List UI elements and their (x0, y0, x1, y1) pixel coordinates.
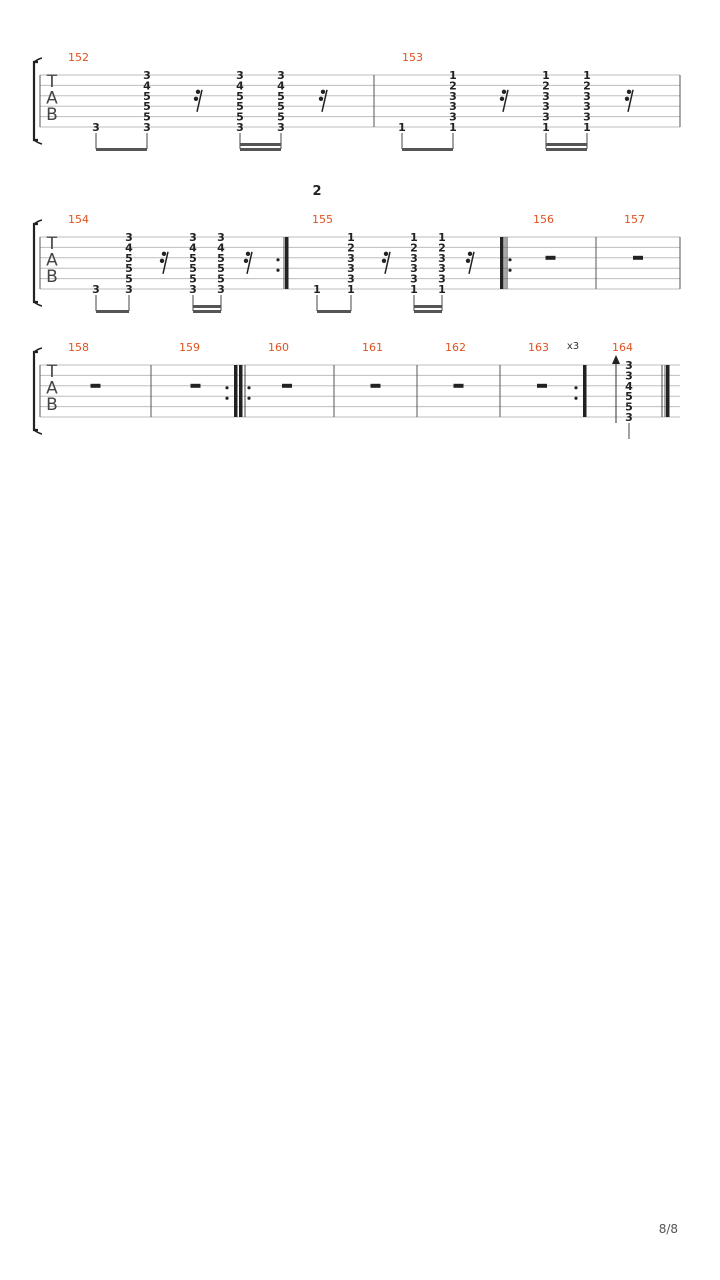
fret-number: 5 (143, 89, 151, 103)
measure-number: 160 (268, 341, 289, 354)
repeat-dot (508, 258, 511, 261)
fret-number: 5 (277, 100, 285, 114)
fret-number: 5 (236, 110, 244, 124)
half-rest (633, 256, 643, 260)
rest-dot (382, 259, 386, 263)
tab-clef-letter: A (46, 378, 58, 399)
fret-number: 1 (347, 231, 355, 244)
fret-number: 5 (236, 89, 244, 103)
fret-number: 3 (347, 251, 355, 265)
rest-dot (625, 97, 629, 101)
fret-number: 3 (410, 251, 418, 265)
system-bracket (34, 62, 38, 140)
repeat-dot (247, 386, 250, 389)
fret-number: 3 (143, 121, 151, 134)
fret-number: 3 (236, 69, 244, 82)
fret-number: 3 (92, 283, 100, 296)
fret-number: 3 (347, 272, 355, 286)
fret-number: 1 (347, 283, 355, 296)
fret-number: 5 (125, 272, 133, 286)
beam (414, 310, 442, 313)
rest-dot (194, 97, 198, 101)
beam (240, 143, 281, 146)
thick-barline (285, 237, 289, 289)
fret-number: 3 (143, 69, 151, 82)
fret-number: 3 (347, 262, 355, 276)
fret-number: 3 (625, 369, 633, 383)
measure-number: 158 (68, 341, 89, 354)
beam (96, 310, 129, 313)
rest-dot (627, 90, 631, 94)
fret-number: 2 (449, 79, 457, 93)
fret-number: 1 (410, 231, 418, 244)
fret-number: 3 (542, 89, 550, 103)
fret-number: 5 (625, 390, 633, 404)
tab-clef-letter: B (46, 395, 58, 415)
fret-number: 3 (125, 231, 133, 244)
thick-barline (234, 365, 238, 417)
fret-number: 5 (625, 400, 633, 414)
repeat-dot (276, 269, 279, 272)
half-rest (546, 256, 556, 260)
thick-barline (583, 365, 587, 417)
tab-clef-letter: A (46, 250, 58, 271)
fret-number: 5 (125, 262, 133, 276)
rest-dot (319, 97, 323, 101)
fret-number: 3 (217, 283, 225, 296)
fret-number: 4 (277, 79, 285, 93)
fret-number: 2 (347, 241, 355, 255)
rest-dot (468, 252, 472, 256)
beam (193, 305, 221, 308)
fret-number: 3 (438, 272, 446, 286)
page-number: 8/8 (658, 1222, 678, 1236)
fret-number: 3 (277, 121, 285, 134)
rest-dot (384, 252, 388, 256)
measure-number: 161 (362, 341, 383, 354)
fret-number: 1 (542, 69, 550, 82)
fret-number: 1 (398, 121, 406, 134)
measure-number: 163 (528, 341, 549, 354)
fret-number: 3 (189, 231, 197, 244)
fret-number: 3 (449, 110, 457, 124)
tab-clef-letter: T (46, 72, 58, 92)
fret-number: 1 (410, 283, 418, 296)
fret-number: 1 (542, 121, 550, 134)
fret-number: 5 (277, 110, 285, 124)
fret-number: 5 (217, 251, 225, 265)
fret-number: 3 (438, 251, 446, 265)
measure-number: 156 (533, 213, 554, 226)
fret-number: 5 (189, 262, 197, 276)
measure-number: 154 (68, 213, 89, 226)
bracket-hook (34, 220, 42, 306)
measure-number: 159 (179, 341, 200, 354)
beam (240, 148, 281, 151)
repeat-dot (508, 269, 511, 272)
fret-number: 1 (449, 121, 457, 134)
fret-number: 5 (125, 251, 133, 265)
system-bracket (34, 352, 38, 430)
fret-number: 3 (277, 69, 285, 82)
fret-number: 4 (189, 241, 197, 255)
fret-number: 2 (542, 79, 550, 93)
fret-number: 4 (125, 241, 133, 255)
repeat-dot (276, 258, 279, 261)
fret-number: 5 (143, 110, 151, 124)
fret-number: 3 (542, 110, 550, 124)
rest-dot (244, 259, 248, 263)
fret-number: 2 (583, 79, 591, 93)
volta-label: 2 (312, 184, 322, 199)
half-rest (537, 384, 547, 388)
fret-number: 3 (625, 411, 633, 424)
fret-number: 5 (189, 251, 197, 265)
fret-number: 5 (236, 100, 244, 114)
fret-number: 3 (410, 272, 418, 286)
fret-number: 3 (625, 359, 633, 372)
beam (414, 305, 442, 308)
measure-number: 152 (68, 51, 89, 64)
beam (193, 310, 221, 313)
fret-number: 2 (410, 241, 418, 255)
rest-dot (160, 259, 164, 263)
system-bracket (34, 224, 38, 302)
half-rest (91, 384, 101, 388)
repeat-dot (574, 397, 577, 400)
fret-number: 3 (542, 100, 550, 114)
measure-number: 157 (624, 213, 645, 226)
beam (546, 143, 587, 146)
rest-dot (246, 252, 250, 256)
rest-dot (162, 252, 166, 256)
half-rest (371, 384, 381, 388)
fret-number: 1 (313, 283, 321, 296)
measure-number: 155 (312, 213, 333, 226)
thick-barline (500, 237, 504, 289)
fret-number: 3 (125, 283, 133, 296)
measure-number: 162 (445, 341, 466, 354)
beam (546, 148, 587, 151)
fret-number: 3 (449, 100, 457, 114)
rest-dot (502, 90, 506, 94)
bracket-hook (34, 348, 42, 434)
fret-number: 3 (583, 89, 591, 103)
fret-number: 3 (236, 121, 244, 134)
fret-number: 3 (92, 121, 100, 134)
fret-number: 4 (625, 379, 633, 393)
tab-clef-letter: T (46, 234, 58, 254)
rest-dot (321, 90, 325, 94)
measure-number: 164 (612, 341, 633, 354)
fret-number: 1 (583, 69, 591, 82)
tab-clef-letter: B (46, 267, 58, 287)
rest-dot (500, 97, 504, 101)
beam (402, 148, 453, 151)
fret-number: 5 (217, 262, 225, 276)
repeat-dot (247, 397, 250, 400)
rest-dot (466, 259, 470, 263)
repeat-count: x3 (566, 341, 580, 352)
half-rest (282, 384, 292, 388)
fret-number: 3 (189, 283, 197, 296)
bracket-hook (34, 58, 42, 144)
rest-dot (196, 90, 200, 94)
repeat-dot (574, 386, 577, 389)
fret-number: 3 (410, 262, 418, 276)
tab-clef-letter: B (46, 105, 58, 125)
repeat-dot (225, 397, 228, 400)
thick-barline (239, 365, 243, 417)
fret-number: 4 (236, 79, 244, 93)
fret-number: 5 (277, 89, 285, 103)
fret-number: 5 (217, 272, 225, 286)
fret-number: 3 (217, 231, 225, 244)
repeat-dot (225, 386, 228, 389)
fret-number: 4 (143, 79, 151, 93)
fret-number: 1 (438, 231, 446, 244)
fret-number: 1 (583, 121, 591, 134)
fret-number: 3 (449, 89, 457, 103)
beam (317, 310, 351, 313)
fret-number: 3 (583, 100, 591, 114)
fret-number: 5 (189, 272, 197, 286)
fret-number: 1 (449, 69, 457, 82)
half-rest (191, 384, 201, 388)
fret-number: 1 (438, 283, 446, 296)
beam (96, 148, 147, 151)
fret-number: 4 (217, 241, 225, 255)
measure-number: 153 (402, 51, 423, 64)
strum-arrow-head (612, 355, 620, 364)
tab-clef-letter: A (46, 88, 58, 109)
fret-number: 3 (438, 262, 446, 276)
half-rest (454, 384, 464, 388)
fret-number: 5 (143, 100, 151, 114)
fret-number: 2 (438, 241, 446, 255)
tab-clef-letter: T (46, 362, 58, 382)
final-barline (666, 365, 670, 417)
fret-number: 3 (583, 110, 591, 124)
